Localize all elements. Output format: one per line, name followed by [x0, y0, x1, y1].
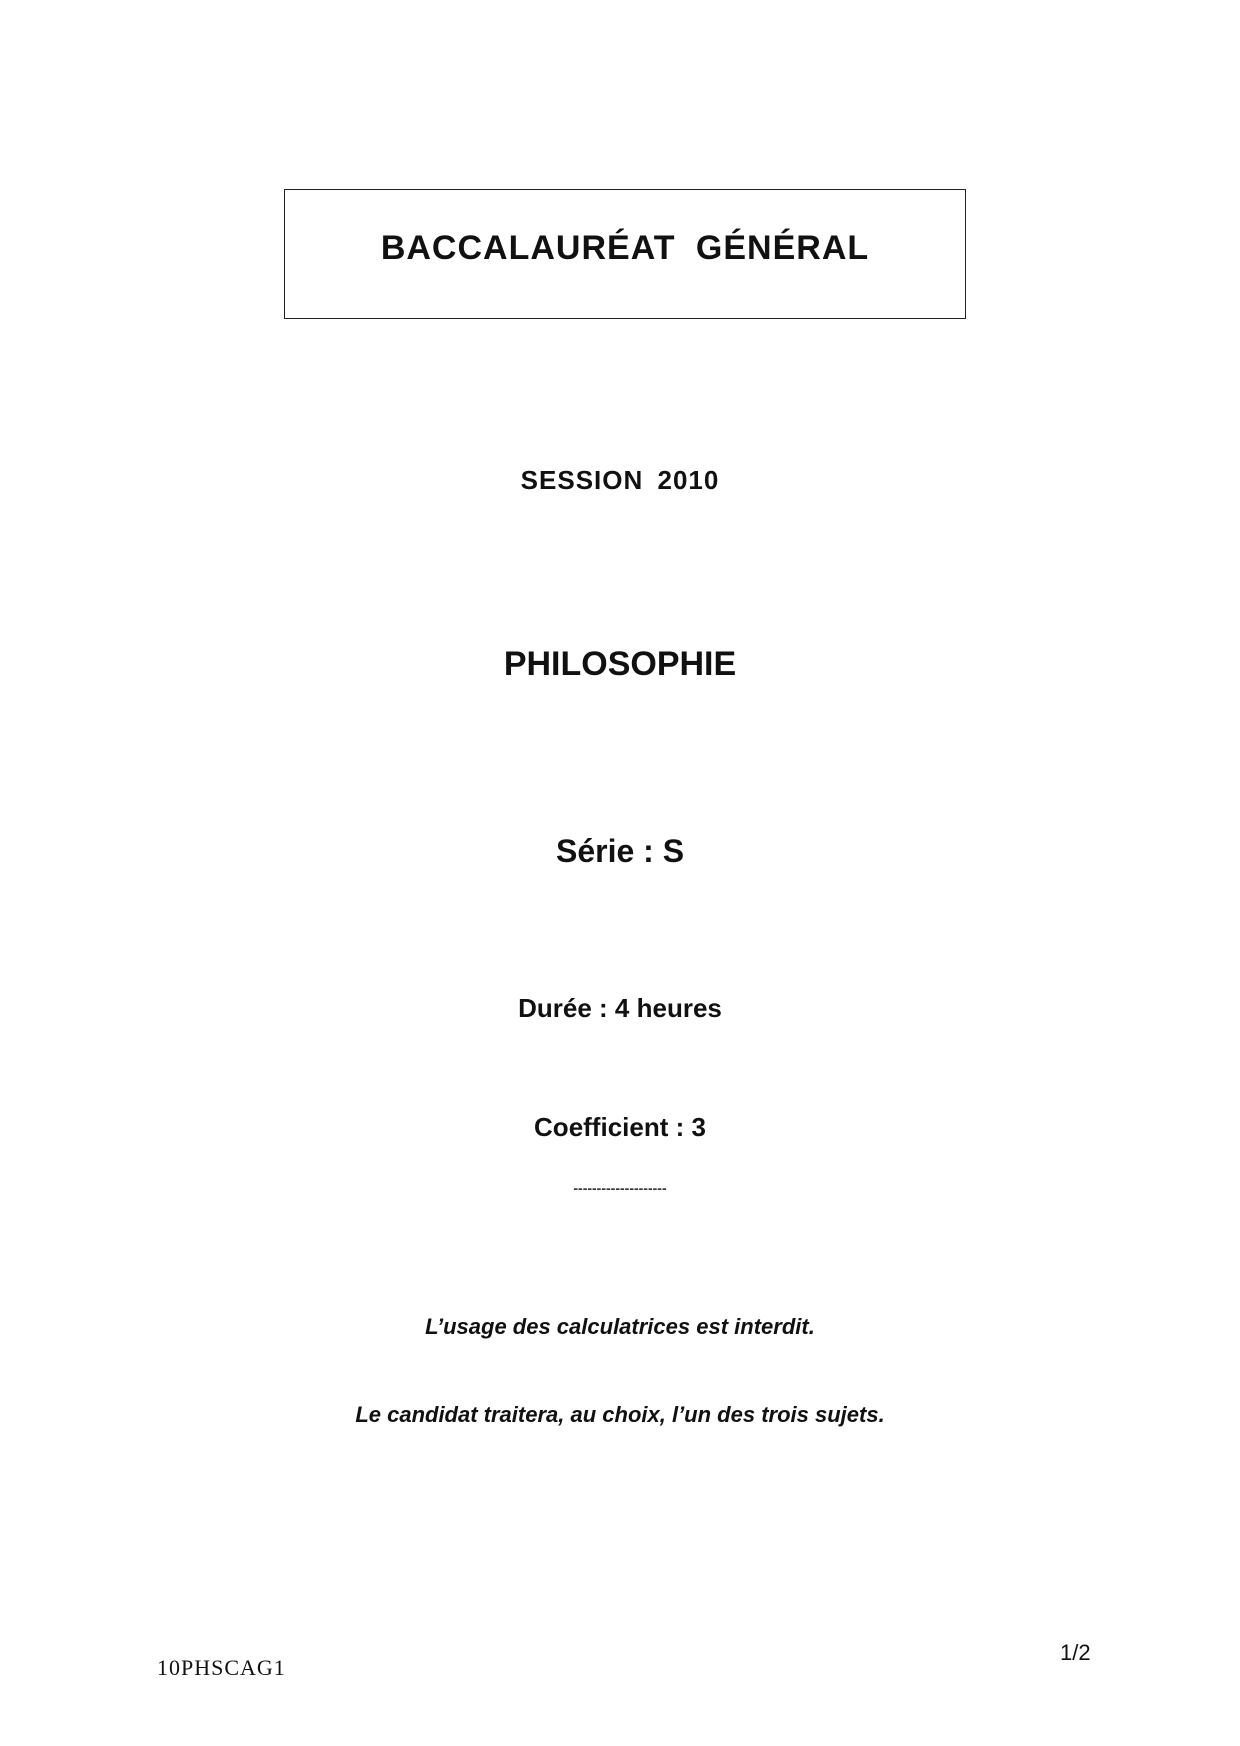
calculator-notice: L’usage des calculatrices est interdit.	[425, 1314, 815, 1339]
duration-label: Durée : 4 heures	[518, 993, 722, 1023]
session-label: SESSION 2010	[520, 465, 720, 495]
subject-label: PHILOSOPHIE	[503, 645, 737, 683]
title-box	[284, 189, 966, 319]
page-number: 1/2	[1060, 1640, 1091, 1665]
instruction-text: Le candidat traitera, au choix, l’un des trois sujets.	[355, 1402, 885, 1427]
serie-label: Série : S	[555, 833, 685, 869]
separator-line: --------------------	[573, 1180, 667, 1196]
exam-title: BACCALAURÉAT GÉNÉRAL	[380, 228, 870, 267]
coefficient-label: Coefficient : 3	[534, 1112, 706, 1142]
document-code: 10PHSCAG1	[157, 1655, 286, 1680]
